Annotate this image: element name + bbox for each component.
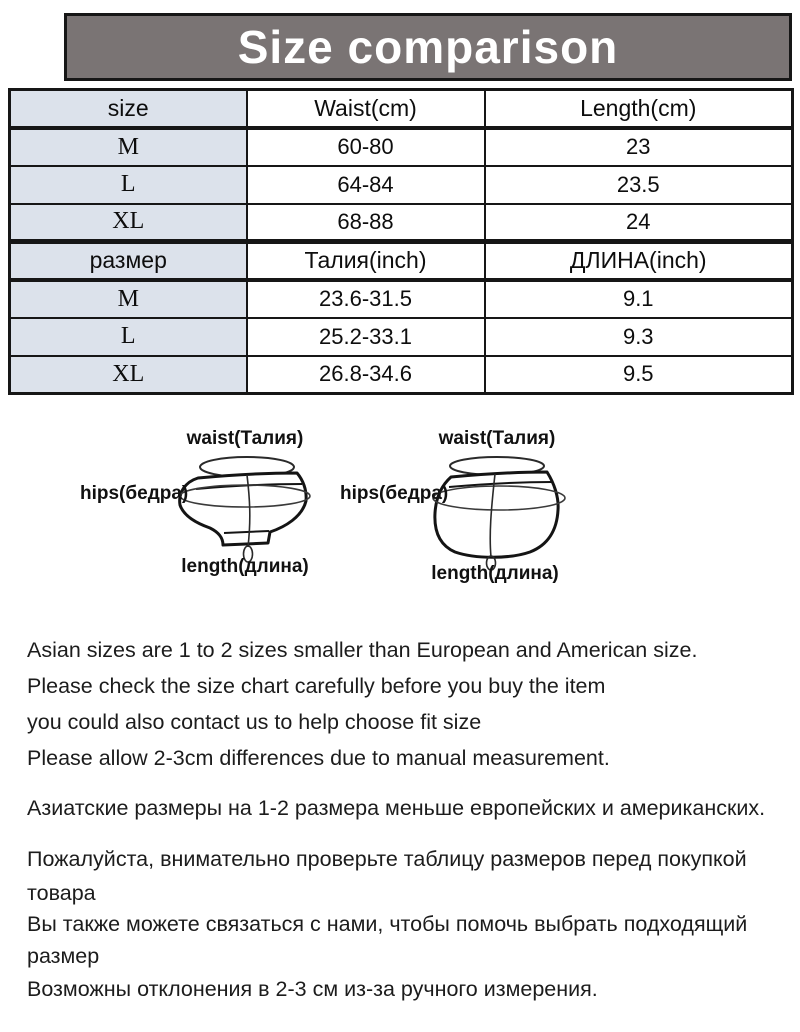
size-cell: L bbox=[10, 318, 247, 356]
brief-measure-diagram bbox=[80, 423, 345, 601]
note-line-en-3: you could also contact us to help choose fit size bbox=[27, 710, 482, 734]
col-header-razmer: размер bbox=[10, 242, 247, 280]
length-inch-cell: 9.1 bbox=[485, 280, 793, 318]
waist-cm-cell: 68-88 bbox=[247, 204, 485, 242]
boyshort-measure-diagram bbox=[340, 423, 605, 601]
page-title: Size comparison bbox=[237, 21, 619, 73]
notes-section bbox=[27, 632, 797, 1006]
table-header-row-inch bbox=[10, 242, 793, 280]
size-cell: XL bbox=[10, 356, 247, 394]
note-line-en-2: Please check the size chart carefully before you buy the item bbox=[27, 674, 606, 698]
col-header-waist-inch: Талия(inch) bbox=[247, 242, 485, 280]
waist-label: waist(Талия) bbox=[186, 428, 304, 449]
table-row bbox=[10, 204, 793, 242]
note-line-ru-5: размер bbox=[27, 944, 100, 968]
size-cell: L bbox=[10, 166, 247, 204]
page-title-banner bbox=[64, 13, 792, 81]
table-row bbox=[10, 318, 793, 356]
note-line-ru-1: Азиатские размеры на 1-2 размера меньше европейских и американских. bbox=[27, 796, 766, 820]
note-line-ru-4: Вы также можете связаться с нами, чтобы помочь выбрать подходящий bbox=[27, 912, 748, 936]
size-cell: M bbox=[10, 280, 247, 318]
table-header-row-cm bbox=[10, 90, 793, 128]
hips-label: hips(бедра) bbox=[80, 483, 189, 504]
length-label: length(длина) bbox=[431, 563, 559, 584]
note-line-ru-3: товара bbox=[27, 881, 96, 905]
col-header-waist-cm: Waist(cm) bbox=[247, 90, 485, 128]
table-row bbox=[10, 280, 793, 318]
waist-inch-cell: 25.2-33.1 bbox=[247, 318, 485, 356]
note-line-ru-2: Пожалуйста, внимательно проверьте таблицу размеров перед покупкой bbox=[27, 847, 747, 871]
table-row bbox=[10, 128, 793, 166]
note-line-en-1: Asian sizes are 1 to 2 sizes smaller than European and American size. bbox=[27, 638, 698, 662]
length-cm-cell: 23.5 bbox=[485, 166, 793, 204]
waist-cm-cell: 60-80 bbox=[247, 128, 485, 166]
boyshort-outline bbox=[435, 472, 558, 557]
waist-cm-cell: 64-84 bbox=[247, 166, 485, 204]
size-table bbox=[8, 88, 794, 395]
waist-inch-cell: 26.8-34.6 bbox=[247, 356, 485, 394]
col-header-length-inch: ДЛИНА(inch) bbox=[485, 242, 793, 280]
length-inch-cell: 9.5 bbox=[485, 356, 793, 394]
note-line-en-4: Please allow 2-3cm differences due to manual measurement. bbox=[27, 746, 610, 770]
col-header-size: size bbox=[10, 90, 247, 128]
length-cm-cell: 23 bbox=[485, 128, 793, 166]
waist-inch-cell: 23.6-31.5 bbox=[247, 280, 485, 318]
col-header-length-cm: Length(cm) bbox=[485, 90, 793, 128]
hips-label: hips(бедра) bbox=[340, 483, 449, 504]
table-row bbox=[10, 166, 793, 204]
table-row bbox=[10, 356, 793, 394]
size-cell: M bbox=[10, 128, 247, 166]
waist-label: waist(Талия) bbox=[438, 428, 556, 449]
note-line-ru-6: Возможны отклонения в 2-3 см из-за ручного измерения. bbox=[27, 977, 598, 1001]
length-label: length(длина) bbox=[181, 556, 309, 577]
length-cm-cell: 24 bbox=[485, 204, 793, 242]
length-inch-cell: 9.3 bbox=[485, 318, 793, 356]
size-cell: XL bbox=[10, 204, 247, 242]
